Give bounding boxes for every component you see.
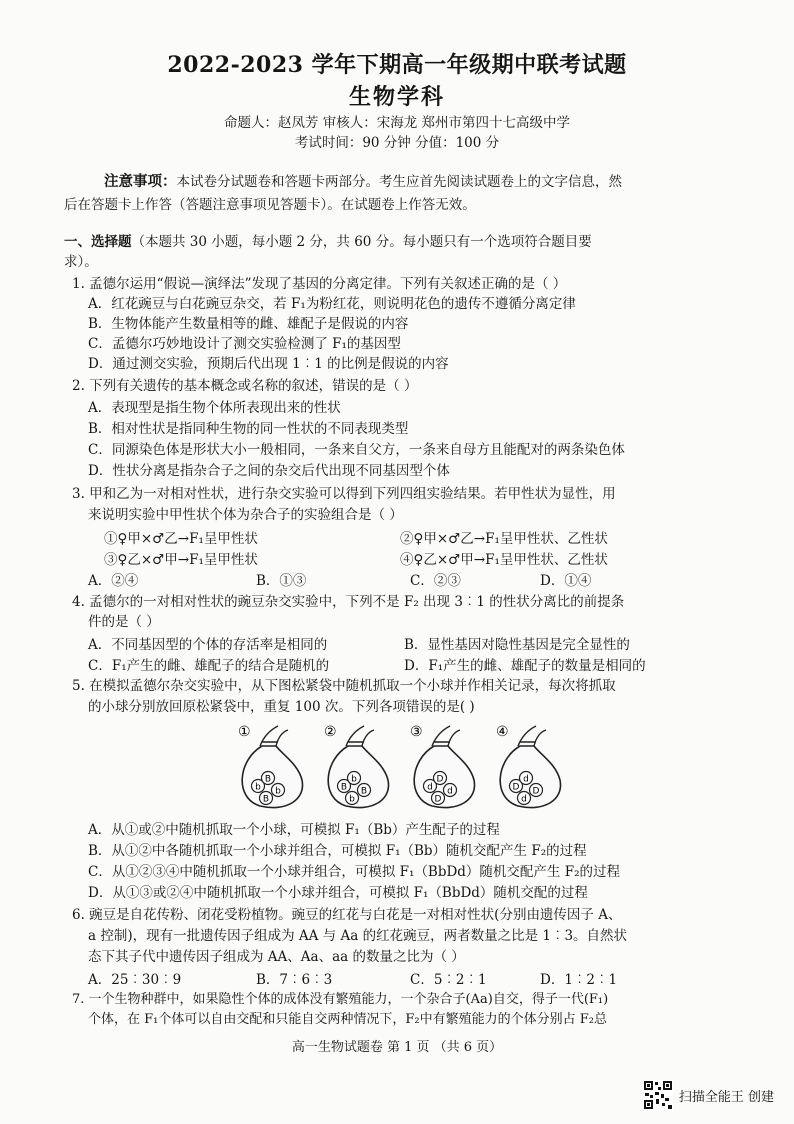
ball-label: B [360,786,368,797]
q4-option-a: A．不同基因型的个体的存活率是相同的 [88,637,328,653]
notice-text-1: 本试卷分试题卷和答题卡两部分。考生应首先阅读试题卷上的文字信息，然 [176,174,622,190]
bag-3 [410,724,475,808]
q6-stem-2: a 控制)，现有一批遗传因子组成为 AA 与 Aa 的红花豌豆，两者数量之比是 1︰3。自然状 [88,928,628,944]
bag-label: ④ [496,724,509,740]
q2-option-a: A．表现型是指生物个体所表现出来的性状 [88,400,341,416]
ball-label: d [427,782,433,793]
bag-drawstring [346,726,374,746]
bag-drawstring [432,726,460,746]
section-text-1: （本题共 30 小题，每小题 2 分，共 60 分。每小题只有一个选项符合题目要 [131,234,592,250]
ball-label: D [436,774,444,785]
bag-label: ① [238,724,251,740]
exam-title: 2022-2023 学年下期高一年级期中联考试题 [167,52,627,78]
q3-option-d: D．①④ [540,573,592,589]
q1-option-b: B．生物体能产生数量相等的雌、雄配子是假说的内容 [88,316,409,332]
ball-label: b [255,782,261,793]
ball-label: b [351,774,357,785]
ball-label: D [532,786,540,797]
notice-line-1 [64,170,724,194]
ball-label: B [264,774,272,785]
q3-option-a: A．②④ [88,573,139,589]
q6-stem-3: 态下其子代中遗传因子组成为 AA、Aa、aa 的数量之比为（ ） [88,949,465,965]
q7-stem-1: 7. 一个生物种群中，如果隐性个体的成体没有繁殖能力，一个杂合子(Aa)自交，得子一代(F₁) [72,992,609,1007]
ball-label: d [523,774,529,785]
q5-option-b: B．从①②中各随机抓取一个小球并组合，可模拟 F₁（Bb）随机交配产生 F₂的过程 [88,843,587,859]
q3-option-b: B．①③ [256,573,307,589]
bag-drawstring [260,726,288,746]
ball-label: D [512,782,520,793]
subject-title: 生物学科 [348,84,445,110]
ball-label: B [262,794,270,805]
q2-option-d: D．性状分离是指杂合子之间的杂交后代出现不同基因型个体 [88,463,450,479]
ball-label: b [275,786,281,797]
q5-option-d: D．从①③或②④中随机抓取一个小球并组合，可模拟 F₁（BbDd）随机交配的过程 [88,885,588,901]
bag-drawstring [518,726,546,746]
ball-label: d [447,786,453,797]
qr-code-icon [643,1080,673,1110]
q7-stem-2: 个体，在 F₁个体可以自由交配和只能自交两种情况下，F₂中有繁殖能力的个体分别占 F₂总 [88,1012,607,1027]
q1-option-d: D．通过测交实验，预期后代出现 1︰1 的比例是假说的内容 [88,356,449,372]
section-text-2: 求）。 [64,254,98,270]
ball-label: b [349,794,355,805]
bag-1 [238,724,303,808]
page-footer: 高一生物试题卷 第 1 页 （共 6 页） [291,1040,503,1055]
q4-stem-2: 件的是（ ） [88,614,160,630]
scanner-watermark [643,1080,774,1110]
notice-label: 注意事项： [104,173,177,190]
q3-option-c: C．②③ [410,573,461,589]
section-label: 一、选择题 [64,234,132,250]
ball-label: B [340,782,348,793]
authors-line: 命题人：赵凤芳 审核人：宋海龙 郑州市第四十七高级中学 [223,115,571,131]
q1-stem: 1. 孟德尔运用“假说—演绎法”发现了基因的分离定律。下列有关叙述正确的是（ ） [72,276,567,292]
q4-option-c: C．F₁产生的雌、雄配子的结合是随机的 [88,658,330,674]
q2-stem: 2. 下列有关遗传的基本概念或名称的叙述，错误的是（ ） [72,378,418,394]
exam-info-line: 考试时间：90 分钟 分值：100 分 [294,135,500,151]
q3-stem-1: 3. 甲和乙为一对相对性状，进行杂交实验可以得到下列四组实验结果。若甲性状为显性，用 [72,486,616,502]
bags-figure [228,720,568,812]
ball-label: D [434,794,442,805]
notice-line-2: 后在答题卡上作答（答题注意事项见答题卡）。在试题卷上作答无效。 [64,197,476,213]
q4-option-b: B．显性基因对隐性基因是完全显性的 [404,637,630,653]
q5-stem-1: 5. 在模拟孟德尔杂交实验中，从下图松紧袋中随机抓取一个小球并作相关记录，每次将抓取 [72,678,616,694]
q6-stem-1: 6. 豌豆是自花传粉、闭花受粉植物。豌豆的红花与白花是一对相对性状(分别由遗传因子 A、 [72,907,622,923]
q6-option-a: A．25︰30︰9 [88,972,182,988]
q1-option-a: A．红花豌豆与白花豌豆杂交，若 F₁为粉红花，则说明花色的遗传不遵循分离定律 [88,296,576,312]
q5-option-c: C．从①②③④中随机抓取一个小球并组合，可模拟 F₁（BbDd）随机交配产生 F₂的过程 [88,864,620,880]
bag-2 [324,724,389,808]
bag-label: ③ [410,724,423,740]
q3-stem-2: 来说明实验中甲性状个体为杂合子的实验组合是（ ） [88,507,403,523]
q6-option-c: C．5︰2︰1 [410,972,487,988]
q4-option-d: D．F₁产生的雌、雄配子的数量是相同的 [404,658,646,674]
q1-option-c: C．孟德尔巧妙地设计了测交实验检测了 F₁的基因型 [88,336,401,352]
q3-combo-2: ②♀甲×♂乙→F₁呈甲性状、乙性状 [400,531,608,547]
scanner-text: 扫描全能王 创建 [678,1089,774,1105]
q3-combo-3: ③♀乙×♂甲→F₁呈甲性状 [104,552,258,568]
q5-option-a: A．从①或②中随机抓取一个小球，可模拟 F₁（Bb）产生配子的过程 [88,822,500,838]
section-heading [64,232,744,252]
q3-combo-4: ④♀乙×♂甲→F₁呈甲性状、乙性状 [400,552,608,568]
notice-block [64,170,724,217]
bag-label: ② [324,724,337,740]
ball-label: d [521,794,527,805]
q2-option-c: C．同源染色体是形状大小一般相同，一条来自父方，一条来自母方且能配对的两条染色体 [88,442,625,458]
q6-option-b: B．7︰6︰3 [256,972,333,988]
q3-combo-1: ①♀甲×♂乙→F₁呈甲性状 [104,531,258,547]
q4-stem-1: 4. 孟德尔的一对相对性状的豌豆杂交实验中，下列不是 F₂ 出现 3︰1 的性状分离比的前提条 [72,594,625,610]
q2-option-b: B．相对性状是指同种生物的同一性状的不同表现类型 [88,421,409,437]
bag-4 [496,724,561,808]
q6-option-d: D．1︰2︰1 [540,972,618,988]
q5-stem-2: 的小球分别放回原松紧袋中，重复 100 次。下列各项错误的是( ) [88,699,475,715]
